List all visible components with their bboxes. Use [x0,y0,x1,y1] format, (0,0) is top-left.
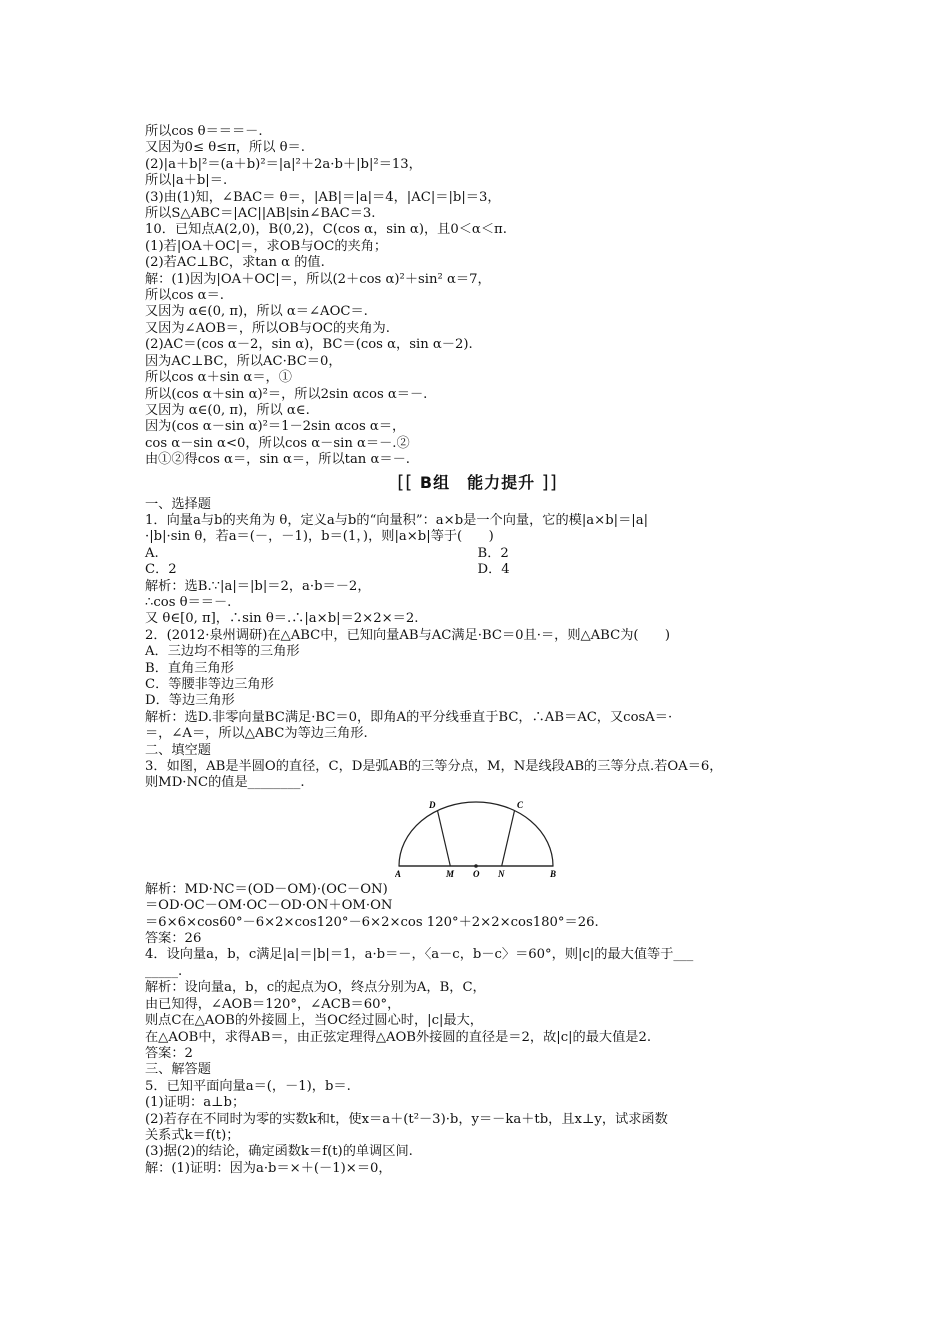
text-line: 关系式k＝f(t)； [145,1127,240,1143]
text-line: 解析：设向量a，b，c的起点为O，终点分别为A，B，C， [145,980,486,996]
text-line: C．等腰非等边三角形 [145,677,274,692]
text-line: 因为AC⊥BC，所以AC·BC＝0， [145,353,342,369]
option-d: D．4 [477,562,510,578]
text-line: 所以S△ABC＝|AC||AB|sin∠BAC＝3. [145,206,376,222]
answer-line: 答案：26 [145,931,202,947]
semicircle-diagram [395,796,565,878]
text-line: (3)据(2)的结论，确定函数k＝f(t)的单调区间. [145,1144,413,1160]
text-line: 所以cos α＝. [145,288,224,304]
option-row [145,562,810,578]
text-line: 又 θ∈[0, π]，∴sin θ＝.∴|a×b|＝2×2×＝2. [145,611,419,627]
text-line: (3)由(1)知，∠BAC＝ θ＝，|AB|＝|a|＝4，|AC|＝|b|＝3， [145,189,501,205]
text-line: ＝6×6×cos60°－6×2×cos120°－6×2×cos 120°＋2×2×cos180°＝26. [145,914,599,930]
segment-md [438,810,451,865]
text-line: (2)若AC⊥BC，求tan α 的值. [145,255,325,271]
question-1-stem: 1．向量a与b的夹角为 θ，定义a与b的“向量积”：a×b是一个向量，它的模|a×b|＝|a| [145,512,649,528]
text-line: ·|b|·sin θ，若a＝(－，－1)，b＝(1，)，则|a×b|等于( ) [145,529,494,545]
document-page [145,124,810,1177]
text-line: 所以cos θ＝＝＝－. [145,124,263,139]
text-line: 则点C在△AOB的外接圆上，当OC经过圆心时，|c|最大， [145,1013,483,1029]
banner-right-bracket: ]] [541,471,558,493]
semicircle-arc [399,799,553,866]
section-banner [145,472,810,494]
text-line: (1)证明：a⊥b； [145,1095,246,1111]
text-line: D．等边三角形 [145,693,235,709]
label-b: B [550,868,557,878]
semicircle-figure [145,796,810,878]
label-o: O [473,868,480,878]
section-heading: 一、选择题 [145,496,211,512]
option-c: C．2 [145,562,177,578]
section-b-part-2 [145,579,810,792]
label-c: C [517,799,524,810]
text-line: (1)若|OA＋OC|＝，求OB与OC的夹角； [145,238,388,254]
text-line: (2)AC＝(cos α－2，sin α)，BC＝(cos α，sin α－2). [145,337,473,353]
text-line: 所以cos α＋sin α＝，① [145,370,292,386]
text-line: 由①②得cos α＝，sin α＝，所以tan α＝－. [145,452,410,468]
label-d: D [429,799,436,810]
question-10-stem: 10．已知点A(2,0)，B(0,2)，C(cos α，sin α)，且0＜α＜π. [145,222,507,238]
segment-nc [502,810,515,865]
text-line: 则MD·NC的值是________. [145,775,305,791]
text-line: A．三边均不相等的三角形 [145,644,300,660]
option-b: B．2 [477,545,509,561]
text-line: 解：(1)证明：因为a·b＝×＋(－1)×＝0， [145,1160,392,1176]
text-line: 所以(cos α＋sin α)²＝，所以2sin αcos α＝－. [145,386,428,402]
text-line: 由已知得，∠AOB＝120°，∠ACB＝60°， [145,996,401,1012]
text-line: 在△AOB中，求得AB＝，由正弦定理得△AOB外接圆的直径是＝2，故|c|的最大值是2. [145,1029,652,1045]
text-line: 解析：选D.非零向量BC满足·BC＝0，即角A的平分线垂直于BC，∴AB＝AC，又cosA＝· [145,709,673,725]
question-5-stem: 5．已知平面向量a＝(，－1)，b＝. [145,1078,351,1094]
section-heading: 三、解答题 [145,1062,211,1078]
text-line: (2)|a＋b|²＝(a＋b)²＝|a|²＋2a·b＋|b|²＝13， [145,156,422,172]
text-line: ＝，∠A＝，所以△ABC为等边三角形. [145,726,368,742]
option-a: A. [145,545,159,561]
text-line: B．直角三角形 [145,660,234,676]
text-line: 解析：选B.∵|a|＝|b|＝2，a·b＝－2， [145,578,371,594]
text-line: 解：(1)因为|OA＋OC|＝，所以(2＋cos α)²＋sin² α＝7， [145,271,491,287]
section-b-part-3 [145,882,810,1177]
text-line: 又因为 α∈(0, π)，所以 α∈. [145,402,310,418]
text-line: ∴cos θ＝＝－. [145,594,232,610]
question-4-stem: 4．设向量a，b，c满足|a|＝|b|＝1，a·b＝－，〈a－c，b－c〉＝60°，则|c|的最大值等于___ [145,947,694,963]
section-b-part-1 [145,497,810,579]
option-row [145,546,810,562]
text-line: _____. [145,963,183,979]
text-line: 解析：MD·NC＝(OD－OM)·(OC－ON) [145,881,388,897]
banner-left-bracket: [[ [397,471,414,493]
text-line: 所以|a＋b|＝. [145,173,228,189]
banner-title: B组 能力提升 [419,472,536,492]
text-line: (2)若存在不同时为零的实数k和t，使x＝a＋(t²－3)·b，y＝－ka＋tb，且x⊥y，试求函数 [145,1111,668,1127]
center-dot [474,864,478,868]
label-a: A [395,868,402,878]
label-n: N [498,868,505,878]
question-2-stem: 2．(2012·泉州调研)在△ABC中，已知向量AB与AC满足·BC＝0且·＝，则△ABC为( ) [145,627,671,643]
text-line: ＝OD·OC－OM·OC－OD·ON＋OM·ON [145,898,393,914]
text-line: 又因为∠AOB＝，所以OB与OC的夹角为. [145,320,390,336]
text-line: 又因为 α∈(0, π)，所以 α＝∠AOC＝. [145,304,368,320]
solution-part-top [145,124,810,469]
answer-line: 答案：2 [145,1045,193,1061]
label-m: M [446,868,455,878]
section-heading: 二、填空题 [145,742,211,758]
text-line: cos α－sin α<0，所以cos α－sin α＝－.② [145,435,410,451]
text-line: 又因为0≤ θ≤π，所以 θ＝. [145,140,305,156]
question-3-stem: 3．如图，AB是半圆O的直径，C，D是弧AB的三等分点，M，N是线段AB的三等分点.若OA＝6， [145,759,723,775]
text-line: 因为(cos α－sin α)²＝1－2sin αcos α＝， [145,419,406,435]
